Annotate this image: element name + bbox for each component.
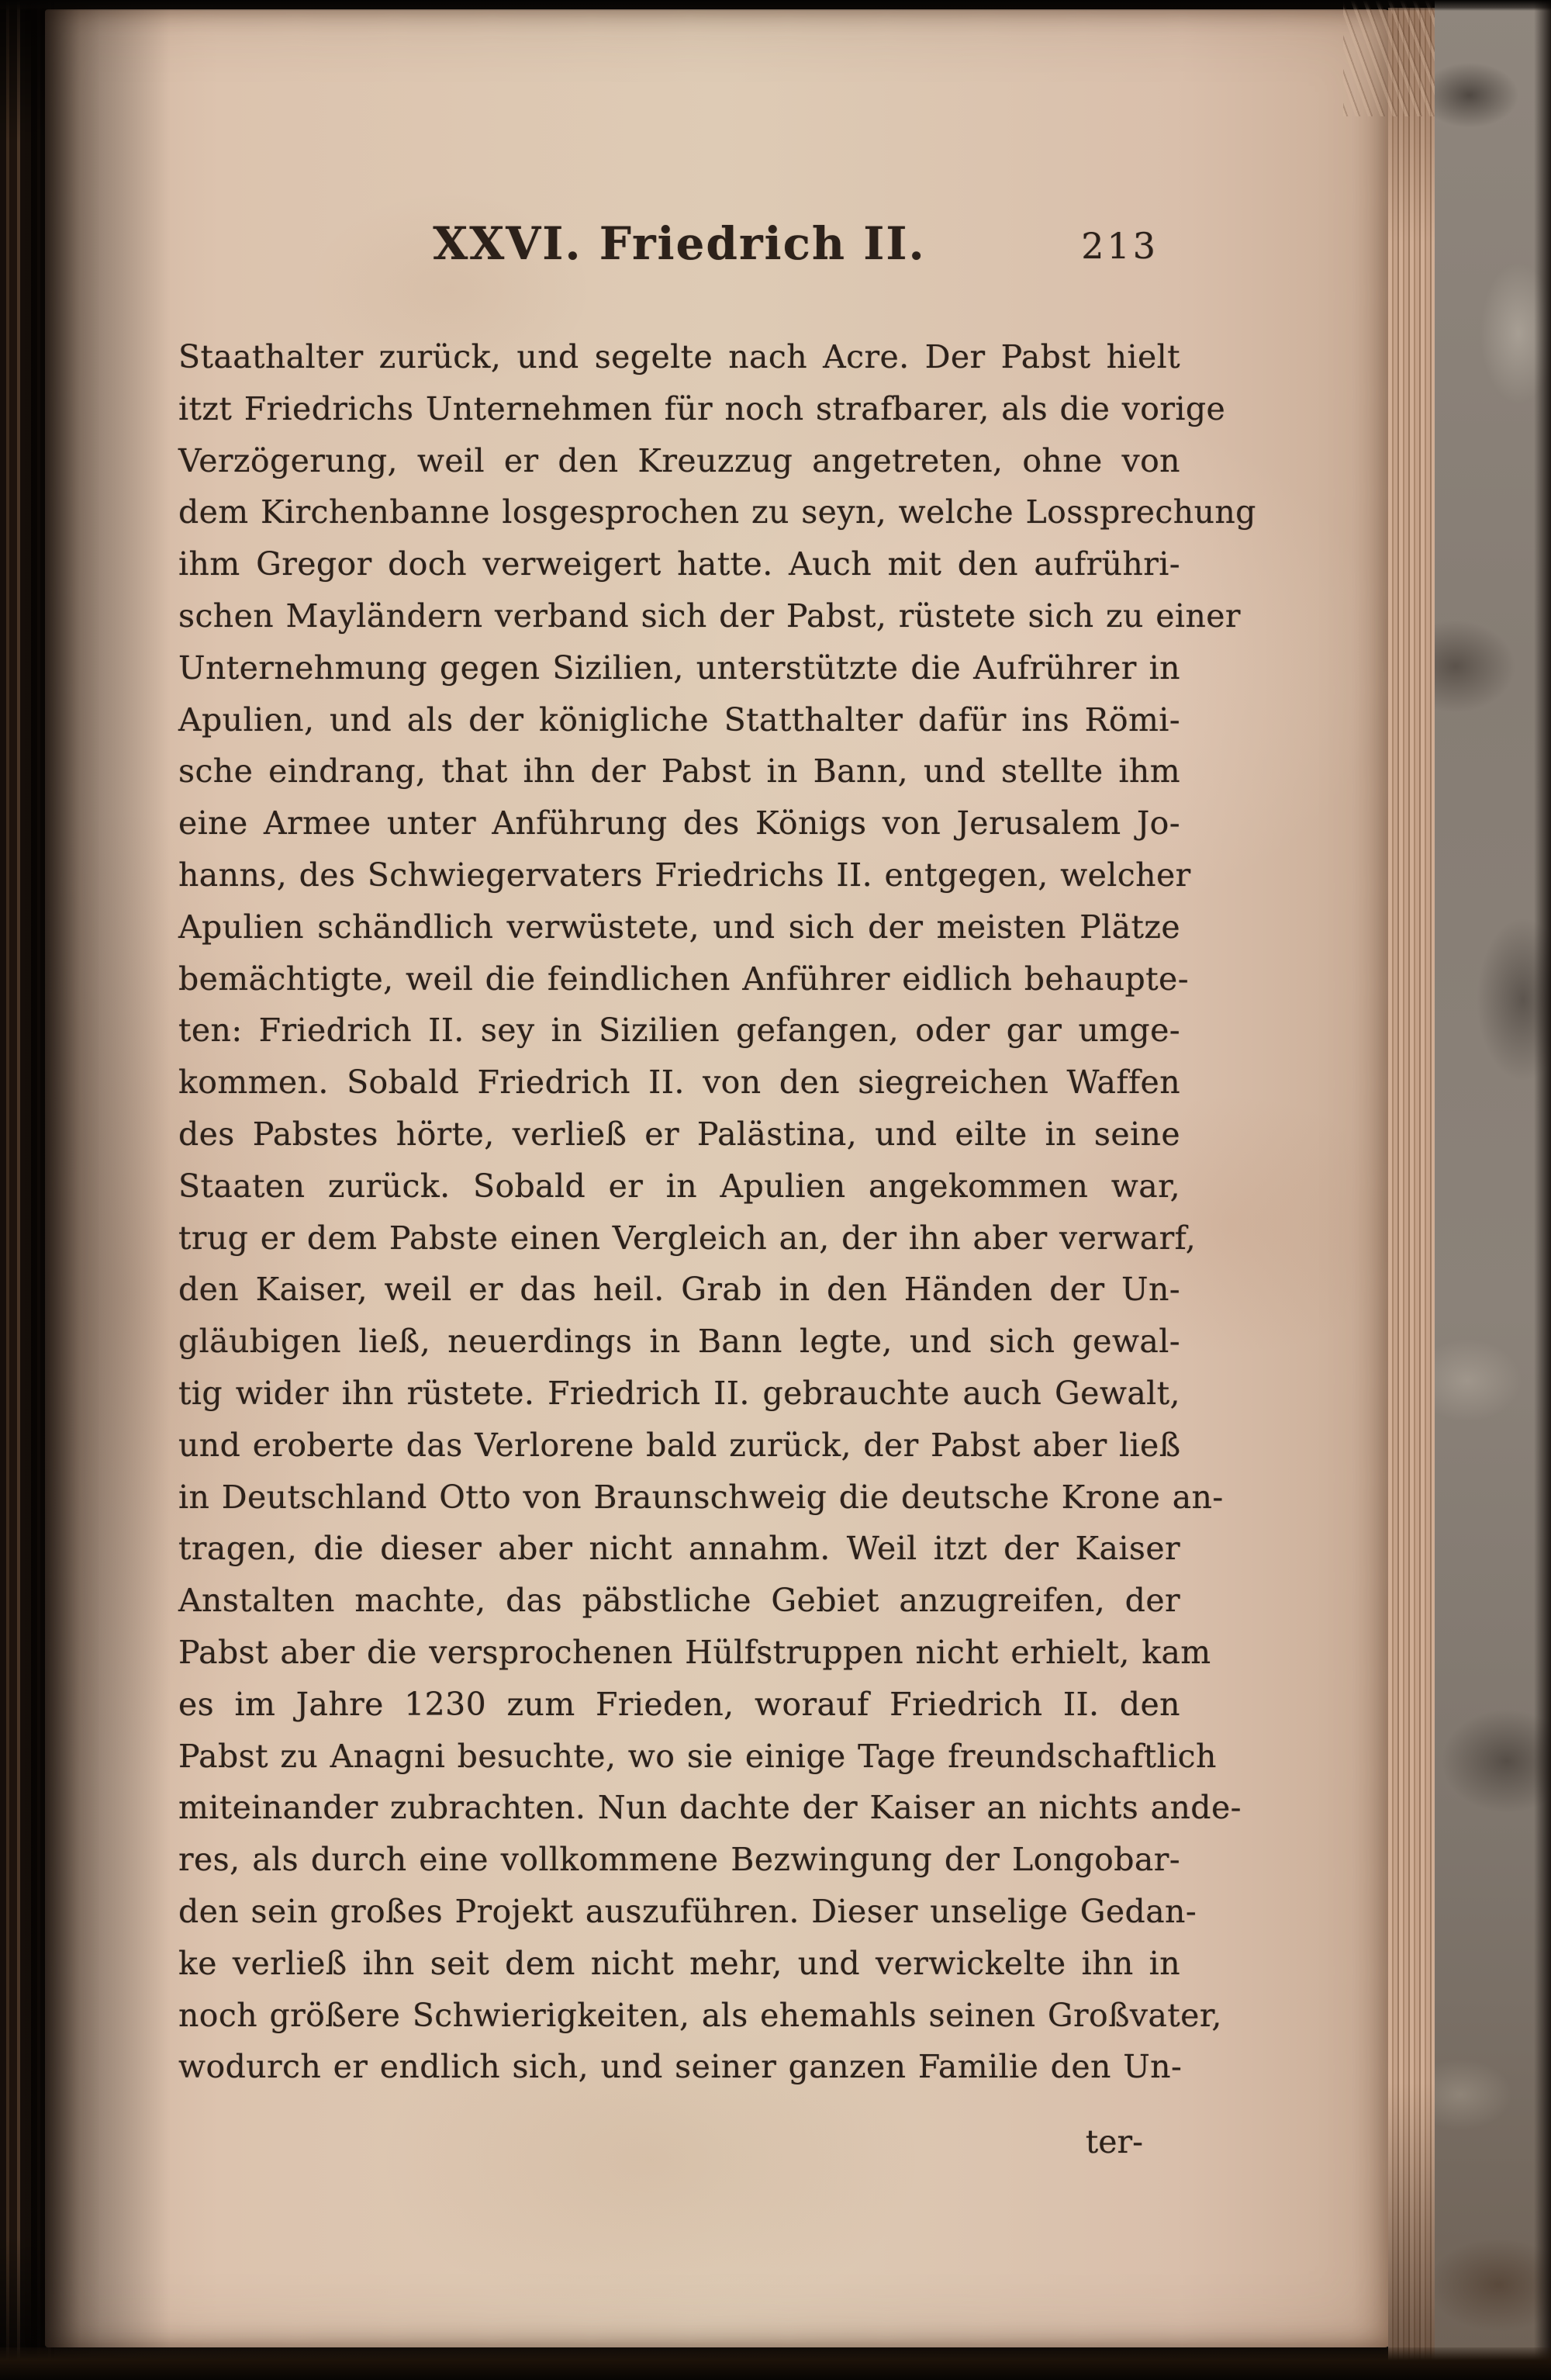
text-line: Staaten zurück. Sobald er in Apulien angekommen war, <box>178 1167 1180 1205</box>
text-line: hanns, des Schwiegervaters Friedrichs II. entgegen, welcher <box>178 856 1191 894</box>
text-line: trug er dem Pabste einen Vergleich an, der ihn aber verwarf, <box>178 1219 1197 1257</box>
page-number: 213 <box>1081 225 1159 267</box>
page-header <box>178 217 1180 272</box>
text-line: Anstalten machte, das päbstliche Gebiet anzugreifen, der <box>178 1582 1180 1620</box>
text-line: tig wider ihn rüstete. Friedrich II. gebrauchte auch Gewalt, <box>178 1374 1180 1412</box>
text-line: Verzögerung, weil er den Kreuzzug angetreten, ohne von <box>178 441 1180 479</box>
text-line: des Pabstes hörte, verließ er Palästina, und eilte in seine <box>178 1115 1180 1153</box>
text-line: noch größere Schwierigkeiten, als ehemahls seinen Großvater, <box>178 1996 1222 2034</box>
catchword: ter- <box>1085 2123 1143 2160</box>
text-line: miteinander zubrachten. Nun dachte der Kaiser an nichts ande- <box>178 1789 1242 1827</box>
text-line: Apulien schändlich verwüstete, und sich der meisten Plätze <box>178 908 1180 946</box>
text-line: eine Armee unter Anführung des Königs von Jerusalem Jo- <box>178 804 1180 842</box>
text-line: kommen. Sobald Friedrich II. von den siegreichen Waffen <box>178 1064 1180 1102</box>
page-body-text <box>178 331 1256 2093</box>
text-line: ihm Gregor doch verweigert hatte. Auch mit den aufrühri- <box>178 545 1180 583</box>
text-line: in Deutschland Otto von Braunschweig die deutsche Krone an- <box>178 1478 1224 1516</box>
text-line: den Kaiser, weil er das heil. Grab in den Händen der Un- <box>178 1271 1180 1309</box>
text-line: dem Kirchenbanne losgesprochen zu seyn, welche Lossprechung <box>178 493 1256 531</box>
cover-dark-edge <box>1534 0 1551 2380</box>
text-line: sche eindrang, that ihn der Pabst in Bann, und stellte ihm <box>178 752 1180 790</box>
text-line: ke verließ ihn seit dem nicht mehr, und verwickelte ihn in <box>178 1944 1180 1982</box>
text-line: Pabst zu Anagni besuchte, wo sie einige Tage freundschaftlich <box>178 1737 1217 1775</box>
text-line: Pabst aber die versprochenen Hülfstruppen nicht erhielt, kam <box>178 1633 1211 1671</box>
chapter-heading: XXVI. Friedrich II. <box>433 217 926 270</box>
text-line: itzt Friedrichs Unternehmen für noch strafbarer, als die vorige <box>178 389 1226 427</box>
top-shadow-bar <box>0 0 1551 11</box>
text-line: tragen, die dieser aber nicht annahm. Weil itzt der Kaiser <box>178 1530 1180 1568</box>
book-page <box>45 9 1392 2347</box>
text-line: res, als durch eine vollkommene Bezwingung der Longobar- <box>178 1841 1180 1879</box>
text-line: den sein großes Projekt auszuführen. Dieser unselige Gedan- <box>178 1892 1197 1930</box>
text-line: Apulien, und als der königliche Statthalter dafür ins Römi- <box>178 701 1180 739</box>
text-line: schen Mayländern verband sich der Pabst, rüstete sich zu einer <box>178 597 1241 635</box>
text-line: es im Jahre 1230 zum Frieden, worauf Friedrich II. den <box>178 1685 1180 1723</box>
text-line: wodurch er endlich sich, und seiner ganzen Familie den Un- <box>178 2048 1183 2086</box>
text-line: Staathalter zurück, und segelte nach Acre. Der Pabst hielt <box>178 338 1180 375</box>
text-line: bemächtigte, weil die feindlichen Anführer eidlich behaupte- <box>178 960 1189 998</box>
text-line: gläubigen ließ, neuerdings in Bann legte, und sich gewal- <box>178 1323 1180 1361</box>
bottom-shadow-bar <box>0 2347 1551 2380</box>
text-line: und eroberte das Verlorene bald zurück, der Pabst aber ließ <box>178 1426 1181 1464</box>
text-line: ten: Friedrich II. sey in Sizilien gefangen, oder gar umge- <box>178 1012 1180 1050</box>
text-line: Unternehmung gegen Sizilien, unterstützte die Aufrührer in <box>178 649 1180 687</box>
page-edge-stack <box>1388 8 1436 2366</box>
